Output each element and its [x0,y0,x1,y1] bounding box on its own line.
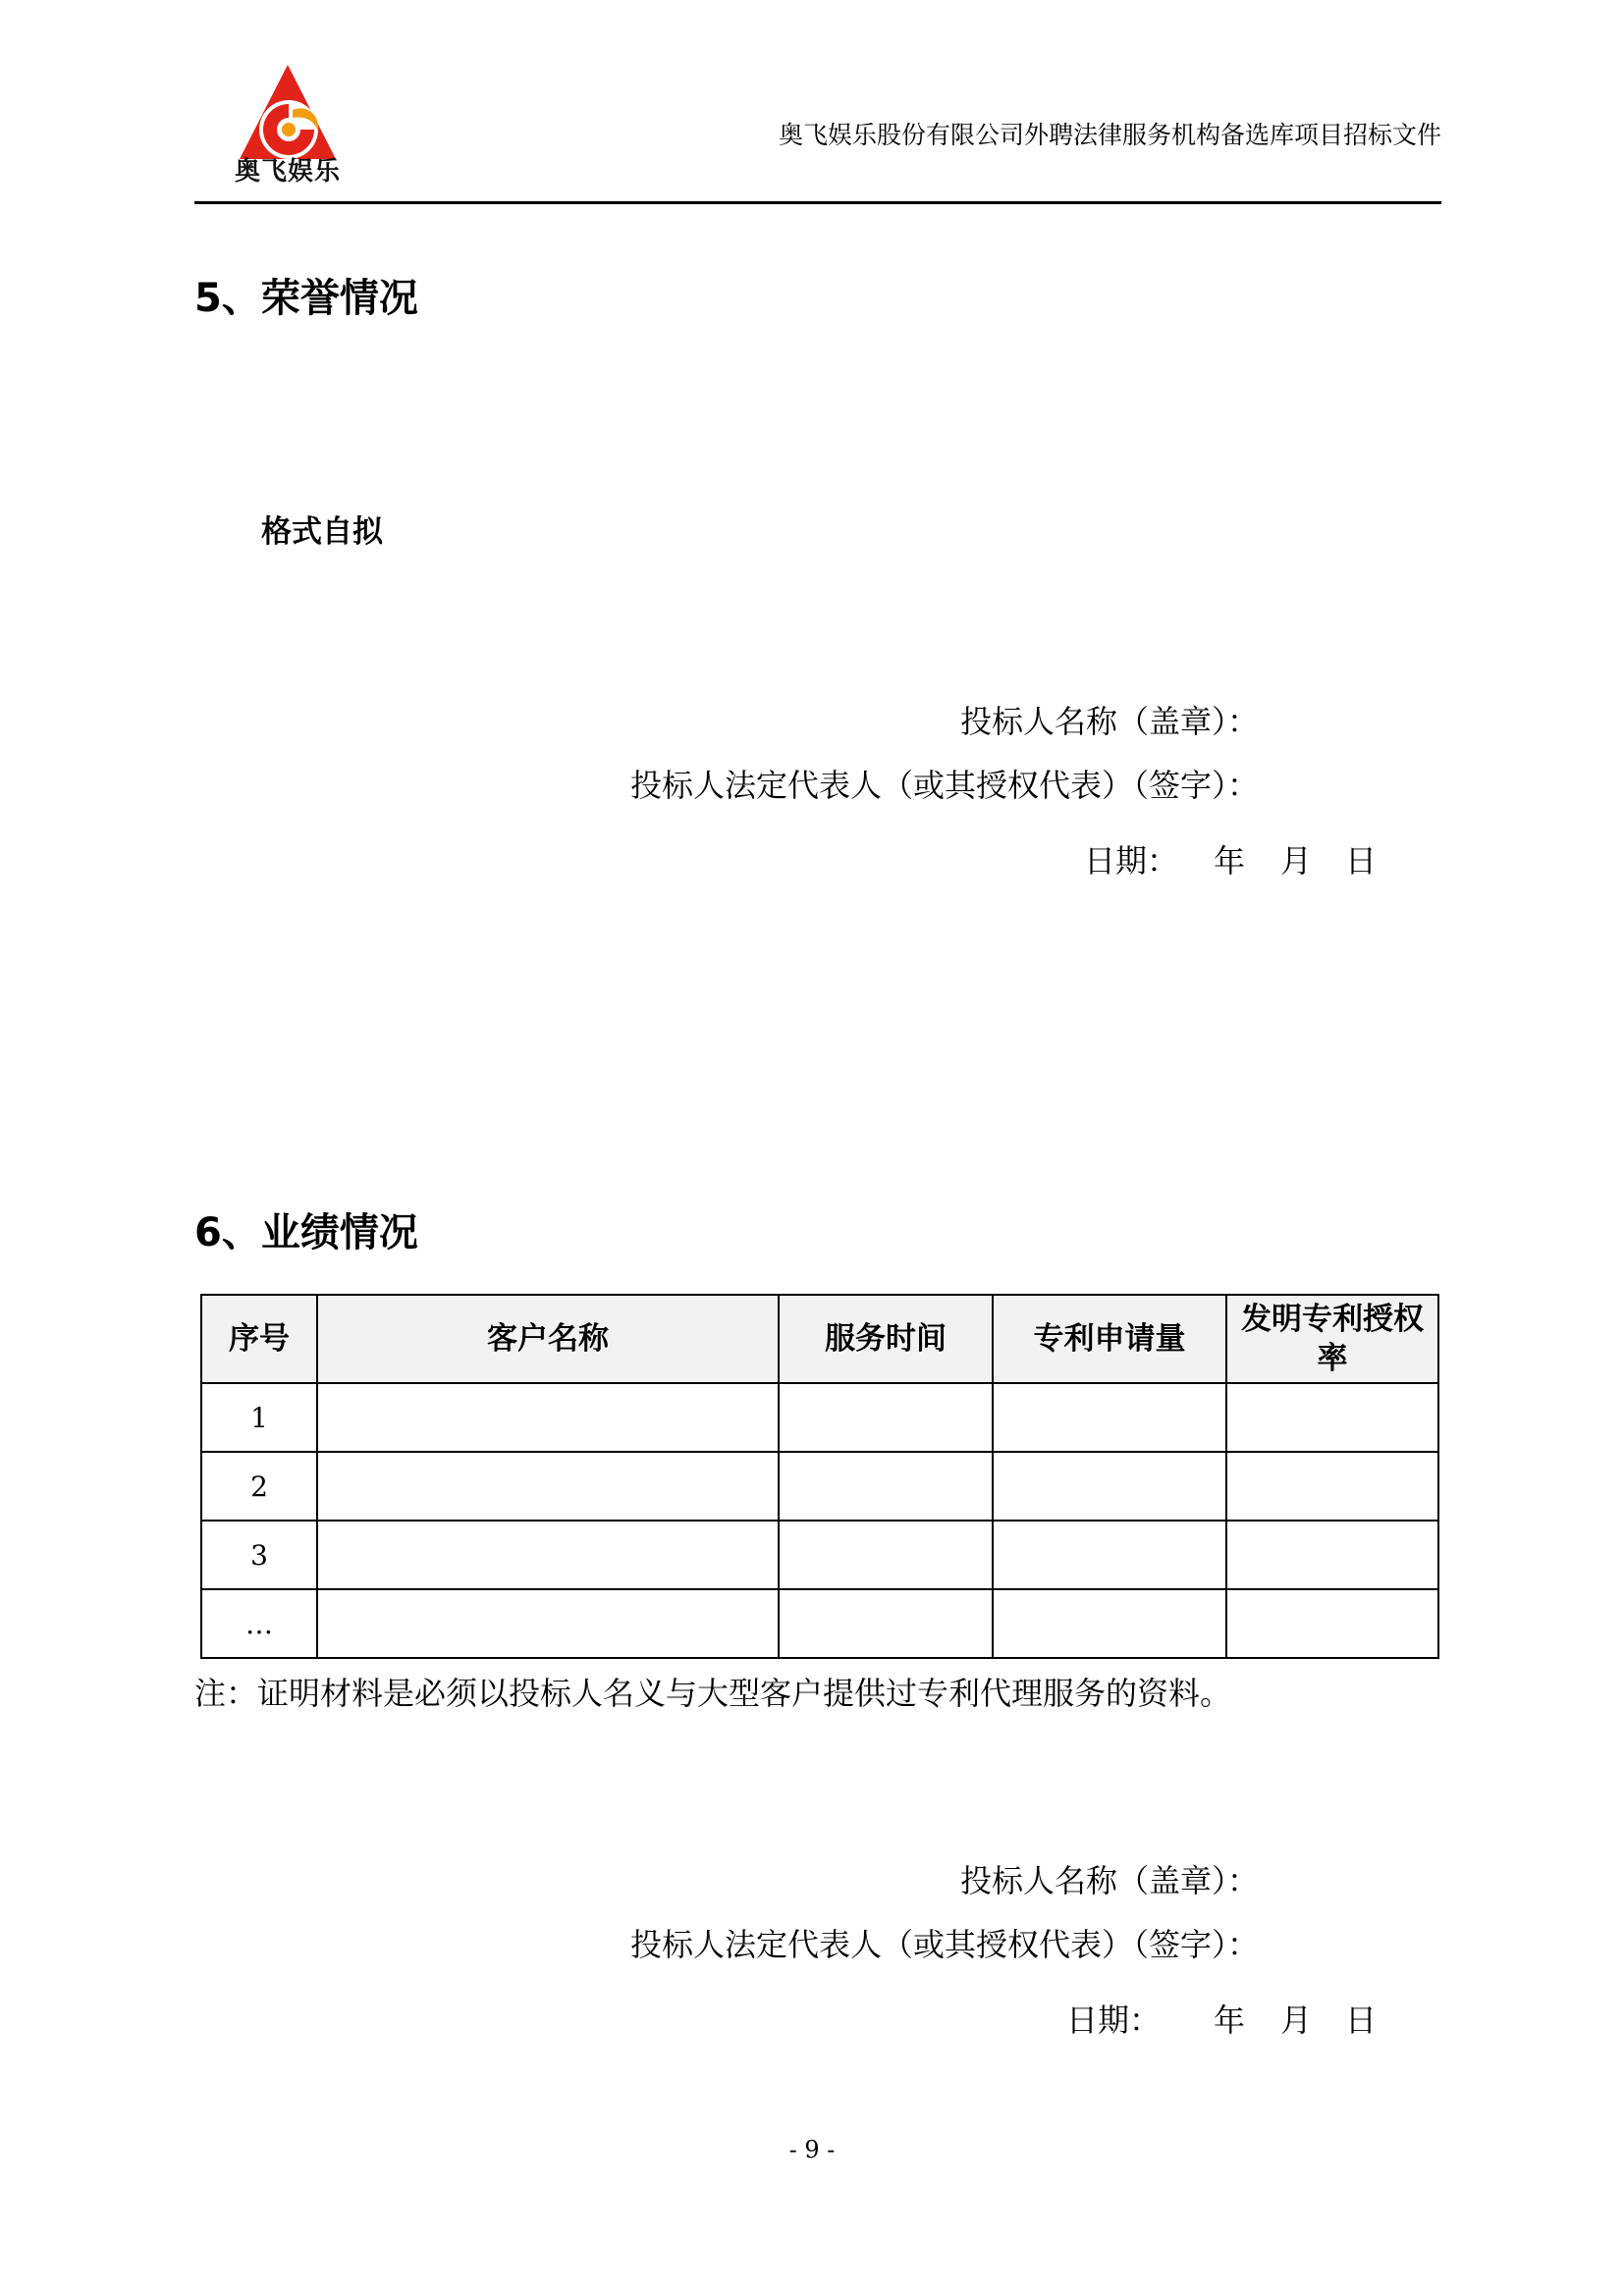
format-note: 格式自拟 [261,514,383,550]
table-cell [1226,1383,1438,1452]
legal-rep-signature-label: 投标人法定代表人（或其授权代表）（签字）： [629,1926,1259,1963]
table-header-row [201,1295,1438,1383]
table-row [201,1383,1438,1452]
table-cell [779,1589,993,1658]
section-heading-performance: 6、业绩情况 [194,1210,418,1255]
table-cell [317,1589,779,1658]
bidder-name-label: 投标人名称（盖章）： [959,1862,1259,1899]
table-row [201,1521,1438,1589]
table-row [201,1589,1438,1658]
date-month-label: 月 [1280,2002,1313,2039]
bidder-name-label: 投标人名称（盖章）： [959,703,1259,740]
evidence-note: 注：证明材料是必须以投标人名义与大型客户提供过专利代理服务的资料。 [194,1675,1232,1712]
table-cell [1226,1589,1438,1658]
column-header-index: 序号 [201,1295,317,1383]
date-label: 日期： [1066,2002,1162,2039]
table-cell [317,1521,779,1589]
date-day-label: 日 [1345,842,1378,880]
date-label: 日期： [1084,842,1179,880]
table-cell [993,1589,1226,1658]
column-header-service-period: 服务时间 [779,1295,993,1383]
table-cell: 1 [201,1383,317,1452]
table-cell [1226,1452,1438,1521]
date-year-label: 年 [1214,2002,1246,2039]
table-cell: 2 [201,1452,317,1521]
table-cell [779,1521,993,1589]
section-heading-honors: 5、荣誉情况 [194,276,418,321]
table-cell: … [201,1589,317,1658]
table-cell [317,1452,779,1521]
legal-rep-signature-label: 投标人法定代表人（或其授权代表）（签字）： [629,767,1259,804]
table-cell [779,1452,993,1521]
date-month-label: 月 [1280,842,1313,880]
table-cell [317,1383,779,1452]
table-cell [1226,1521,1438,1589]
logo-wordmark: 奥飞娱乐 [234,157,341,187]
table-cell [993,1521,1226,1589]
table-row [201,1452,1438,1521]
page-number: - 9 - [788,2136,836,2163]
table-cell [779,1383,993,1452]
header-divider [194,201,1441,204]
column-header-invention-grant-rate: 发明专利授权率 [1226,1295,1438,1383]
document-header-title: 奥飞娱乐股份有限公司外聘法律服务机构备选库项目招标文件 [778,121,1441,149]
table-cell: 3 [201,1521,317,1589]
date-day-label: 日 [1345,2002,1378,2039]
table-cell [993,1383,1226,1452]
column-header-client-name: 客户名称 [317,1295,779,1383]
column-header-patent-applications: 专利申请量 [993,1295,1226,1383]
table-cell [993,1452,1226,1521]
performance-table [200,1294,1439,1659]
date-year-label: 年 [1214,842,1246,880]
